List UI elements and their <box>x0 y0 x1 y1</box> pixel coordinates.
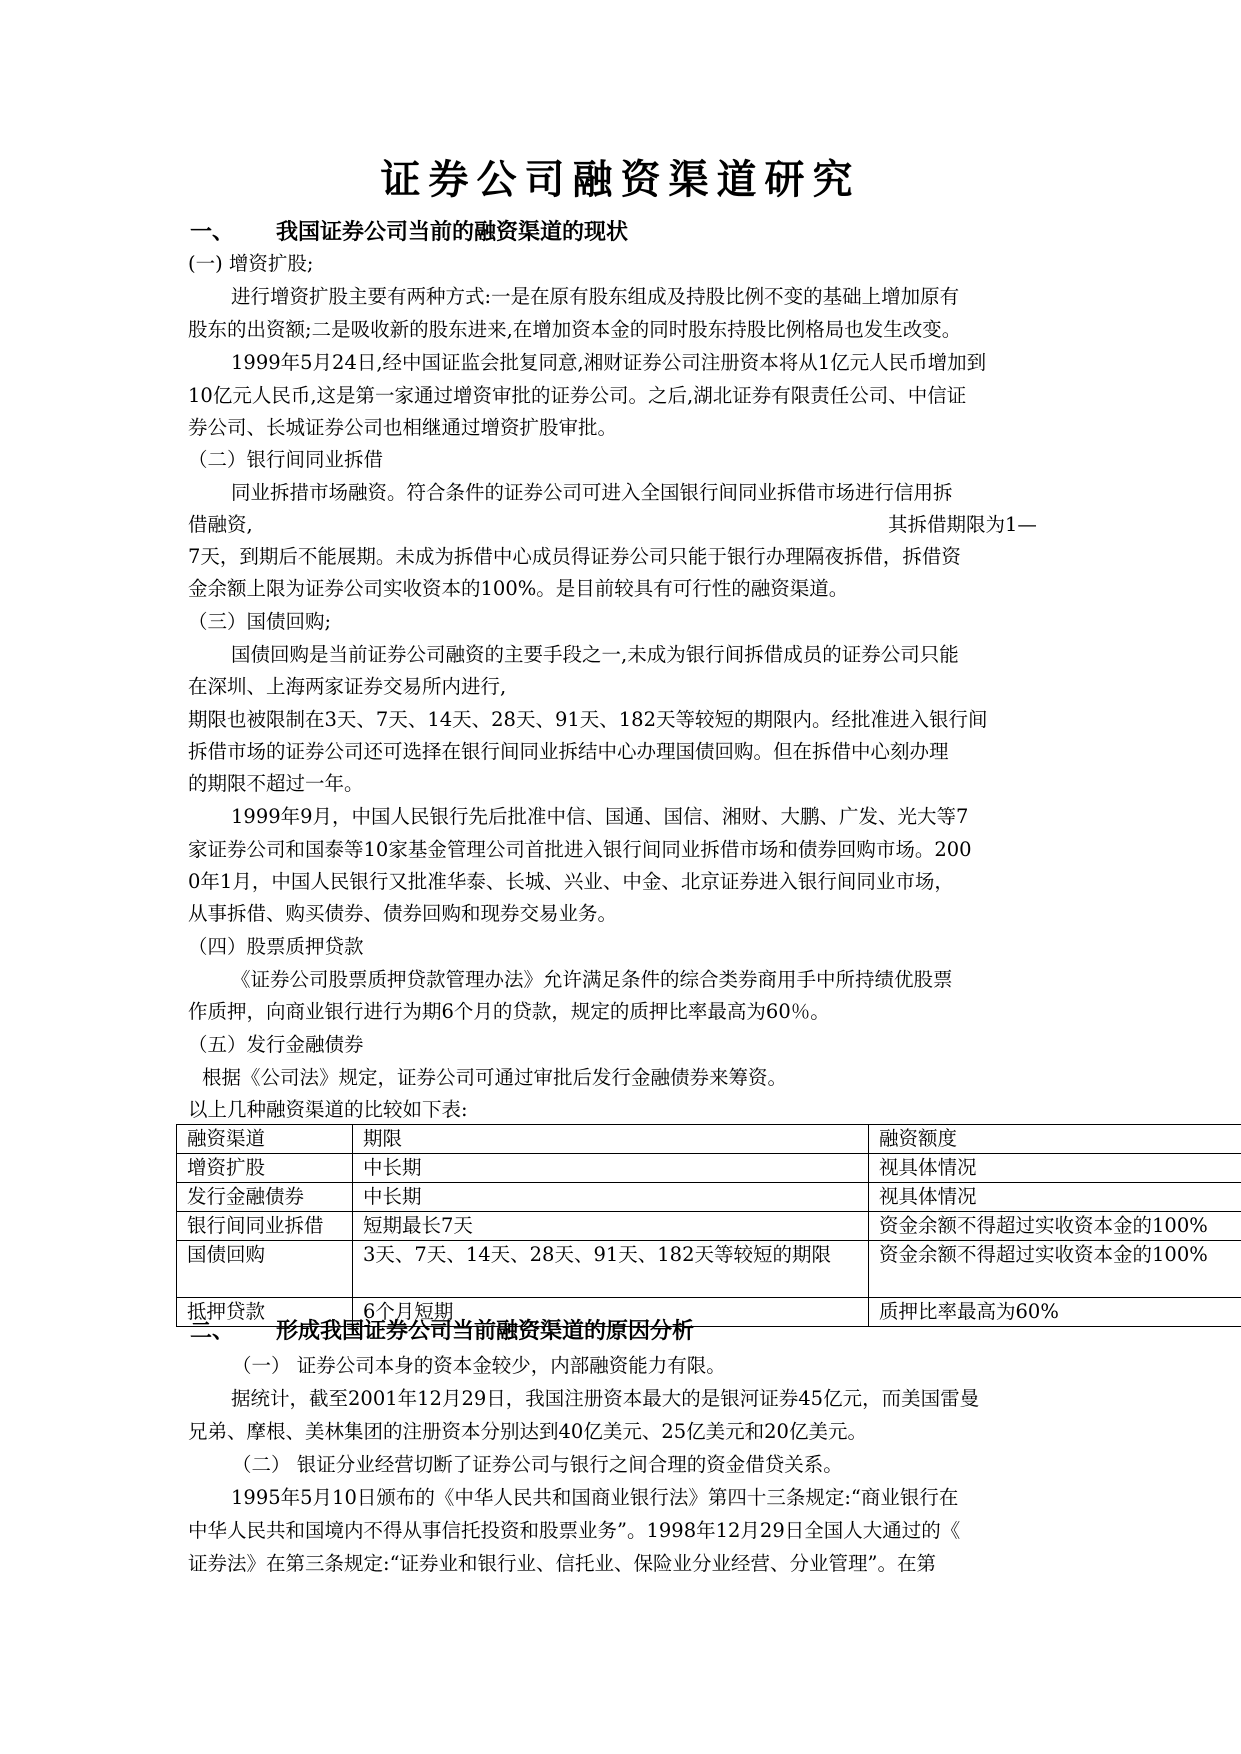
table-header-cell: 融资额度 <box>869 1125 1241 1154</box>
paragraph-line: 兄弟、摩根、美林集团的注册资本分别达到40亿美元、25亿美元和20亿美元。 <box>188 1420 867 1443</box>
subheading-separate-operation: （二） 银证分业经营切断了证券公司与银行之间合理的资金借贷关系。 <box>232 1453 843 1476</box>
table-row <box>177 1183 1241 1212</box>
subheading-capital-increase: (一) 增资扩股; <box>188 252 314 275</box>
table-cell: 国债回购 <box>177 1241 353 1298</box>
table-header-row <box>177 1125 1241 1154</box>
subheading-stock-pledge-loan: （四）股票质押贷款 <box>188 935 364 958</box>
paragraph-line: 1999年9月，中国人民银行先后批准中信、国通、国信、湘财、大鹏、广发、光大等7 <box>231 805 969 828</box>
table-cell: 视具体情况 <box>869 1154 1241 1183</box>
subheading-interbank-lending: （二）银行间同业拆借 <box>188 448 384 471</box>
table-cell: 中长期 <box>353 1183 869 1212</box>
paragraph-line: 作质押，向商业银行进行为期6个月的贷款，规定的质押比率最高为60％。 <box>188 1000 830 1023</box>
table-cell: 增资扩股 <box>177 1154 353 1183</box>
table-cell: 视具体情况 <box>869 1183 1241 1212</box>
table-row <box>177 1212 1241 1241</box>
table-cell: 发行金融债券 <box>177 1183 353 1212</box>
subheading-treasury-repo: （三）国债回购; <box>188 610 332 633</box>
table-cell: 资金余额不得超过实收资本金的100% <box>869 1212 1241 1241</box>
paragraph-line: 据统计，截至2001年12月29日，我国注册资本最大的是银河证券45亿元，而美国雷曼 <box>231 1387 980 1410</box>
paragraph-line: 7天，到期后不能展期。未成为拆借中心成员得证券公司只能于银行办理隔夜拆借，拆借资 <box>188 545 961 568</box>
paragraph-line: 进行增资扩股主要有两种方式:一是在原有股东组成及持股比例不变的基础上增加原有 <box>231 285 960 308</box>
paragraph-line: 中华人民共和国境内不得从事信托投资和股票业务”。1998年12月29日全国人大通过的《 <box>188 1519 961 1542</box>
section-1-number: 一、 <box>190 219 235 245</box>
table-cell: 资金余额不得超过实收资本金的100% <box>869 1241 1241 1298</box>
paragraph-line: 拆借市场的证券公司还可选择在银行间同业拆结中心办理国债回购。但在拆借中心刻办理 <box>188 740 949 763</box>
document-title: 证券公司融资渠道研究 <box>380 156 861 203</box>
table-cell: 抵押贷款 <box>177 1298 353 1327</box>
paragraph-line: 在深圳、上海两家证券交易所内进行, <box>188 675 507 698</box>
table-cell: 银行间同业拆借 <box>177 1212 353 1241</box>
paragraph-line: 金余额上限为证券公司实收资本的100%。是目前较具有可行性的融资渠道。 <box>188 577 849 600</box>
paragraph-line: 股东的出资额;二是吸收新的股东进来,在增加资本金的同时股东持股比例格局也发生改变。 <box>188 318 962 341</box>
table-header-cell: 期限 <box>353 1125 869 1154</box>
paragraph-line: 根据《公司法》规定，证券公司可通过审批后发行金融债券来筹资。 <box>202 1066 788 1089</box>
table-cell: 短期最长7天 <box>353 1212 869 1241</box>
financing-comparison-table <box>176 1124 1241 1327</box>
paragraph-line: 《证券公司股票质押贷款管理办法》允许满足条件的综合类券商用手中所持绩优股票 <box>231 968 953 991</box>
paragraph-line: 同业拆措市场融资。符合条件的证券公司可进入全国银行间同业拆借市场进行信用拆 <box>231 481 953 504</box>
paragraph-line: 借融资, <box>188 513 253 536</box>
paragraph-line: 家证券公司和国泰等10家基金管理公司首批进入银行间同业拆借市场和债券回购市场。200 <box>188 838 972 861</box>
paragraph-line: 1995年5月10日颁布的《中华人民共和国商业银行法》第四十三条规定:“商业银行在 <box>231 1486 959 1509</box>
table-row <box>177 1154 1241 1183</box>
table-cell: 6个月短期 <box>353 1298 869 1327</box>
section-2-number: 二、 <box>190 1318 235 1344</box>
subheading-limited-capital: （一） 证券公司本身的资本金较少，内部融资能力有限。 <box>232 1354 726 1377</box>
table-header-cell: 融资渠道 <box>177 1125 353 1154</box>
paragraph-line: 的期限不超过一年。 <box>188 772 364 795</box>
paragraph-line: 10亿元人民币,这是第一家通过增资审批的证券公司。之后,湖北证券有限责任公司、中信证 <box>188 384 967 407</box>
table-row <box>177 1241 1241 1298</box>
table-cell: 质押比率最高为60% <box>869 1298 1241 1327</box>
paragraph-line: 1999年5月24日,经中国证监会批复同意,湘财证券公司注册资本将从1亿元人民币增加到 <box>231 351 987 374</box>
paragraph-line: 其拆借期限为1— <box>888 513 1037 536</box>
section-2-heading: 形成我国证券公司当前融资渠道的原因分析 <box>276 1318 695 1344</box>
paragraph-line: 证券法》在第三条规定:“证券业和银行业、信托业、保险业分业经营、分业管理”。在第 <box>188 1552 937 1575</box>
paragraph-line: 从事拆借、购买债券、债券回购和现券交易业务。 <box>188 902 618 925</box>
table-cell: 3天、7天、14天、28天、91天、182天等较短的期限 <box>353 1241 869 1298</box>
paragraph-line: 券公司、长城证券公司也相继通过增资扩股审批。 <box>188 416 618 439</box>
paragraph-line: 国债回购是当前证券公司融资的主要手段之一,未成为银行间拆借成员的证券公司只能 <box>231 643 959 666</box>
subheading-financial-bonds: （五）发行金融债券 <box>188 1033 364 1056</box>
paragraph-line: 期限也被限制在3天、7天、14天、28天、91天、182天等较短的期限内。经批准进入银行间 <box>188 708 988 731</box>
section-1-heading: 我国证券公司当前的融资渠道的现状 <box>276 219 629 245</box>
table-cell: 中长期 <box>353 1154 869 1183</box>
paragraph-line: 0年1月，中国人民银行又批准华泰、长城、兴业、中金、北京证券进入银行间同业市场， <box>188 870 954 893</box>
table-caption: 以上几种融资渠道的比较如下表: <box>188 1098 468 1121</box>
